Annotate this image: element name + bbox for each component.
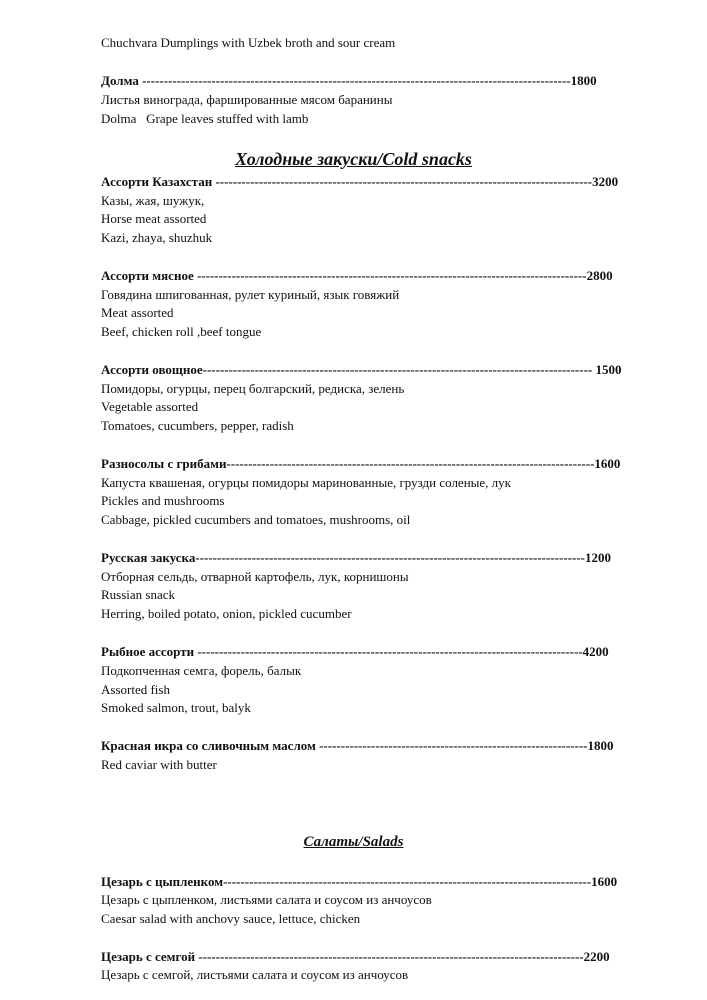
item-line: Отборная сельдь, отварной картофель, лук, корнишоны — [101, 569, 409, 584]
item-title: Ассорти Казахстан ---------------------------------------------------------------------------------------3200 — [101, 174, 619, 189]
item-line: Цезарь с цыпленком, листьями салата и соусом из анчоусов — [101, 892, 432, 907]
item-line: Цезарь с семгой, листьями салата и соусом из анчоусов — [101, 967, 409, 982]
item-line: Assorted fish — [101, 682, 170, 697]
item-line: Подкопченная семга, форель, балык — [101, 663, 302, 678]
item-title: Цезарь с семгой -----------------------------------------------------------------------------------------2200 — [101, 949, 610, 964]
item-title: Рыбное ассорти -----------------------------------------------------------------------------------------4200 — [101, 644, 609, 659]
item-title: Ассорти мясное ------------------------------------------------------------------------------------------2800 — [101, 268, 613, 283]
dolma-desc-ru: Листья винограда, фаршированные мясом баранины — [101, 92, 393, 107]
dolma-title: Долма ---------------------------------------------------------------------------------------------------1800 — [101, 73, 597, 88]
item-line: Kazi, zhaya, shuzhuk — [101, 230, 213, 245]
item-line: Vegetable assorted — [101, 399, 199, 414]
item-line: Tomatoes, cucumbers, pepper, radish — [101, 418, 294, 433]
item-line: Caesar salad with anchovy sauce, lettuce, chicken — [101, 911, 361, 926]
item-line: Horse meat assorted — [101, 211, 207, 226]
item-title: Красная икра со сливочным маслом --------------------------------------------------------------1800 — [101, 738, 614, 753]
dolma-desc-en: Dolma Grape leaves stuffed with lamb — [101, 111, 309, 126]
item-line: Капуста квашеная, огурцы помидоры маринованные, грузди соленые, лук — [101, 475, 511, 490]
item-line: Red caviar with butter — [101, 757, 217, 772]
item-title: Русская закуска------------------------------------------------------------------------------------------1200 — [101, 550, 611, 565]
item-line: Говядина шпигованная, рулет куриный, язык говяжий — [101, 287, 400, 302]
salads-header: Салаты/Salads — [303, 834, 404, 850]
item-line: Russian snack — [101, 587, 176, 602]
item-title: Ассорти овощное------------------------------------------------------------------------------------------ 1500 — [101, 362, 622, 377]
chuchvara-description: Chuchvara Dumplings with Uzbek broth and sour cream — [101, 35, 396, 50]
item-title: Разносолы с грибами-------------------------------------------------------------------------------------1600 — [101, 456, 621, 471]
item-line: Meat assorted — [101, 305, 174, 320]
item-line: Казы, жая, шужук, — [101, 193, 205, 208]
item-line: Pickles and mushrooms — [101, 493, 225, 508]
cold-snacks-header: Холодные закуски/Cold snacks — [235, 149, 472, 169]
item-line: Beef, chicken roll ,beef tongue — [101, 324, 262, 339]
item-line: Cabbage, pickled cucumbers and tomatoes, mushrooms, oil — [101, 512, 411, 527]
item-line: Помидоры, огурцы, перец болгарский, редиска, зелень — [101, 381, 405, 396]
item-line: Smoked salmon, trout, balyk — [101, 700, 251, 715]
item-line: Herring, boiled potato, onion, pickled cucumber — [101, 606, 352, 621]
item-title: Цезарь с цыпленком-------------------------------------------------------------------------------------1600 — [101, 874, 618, 889]
